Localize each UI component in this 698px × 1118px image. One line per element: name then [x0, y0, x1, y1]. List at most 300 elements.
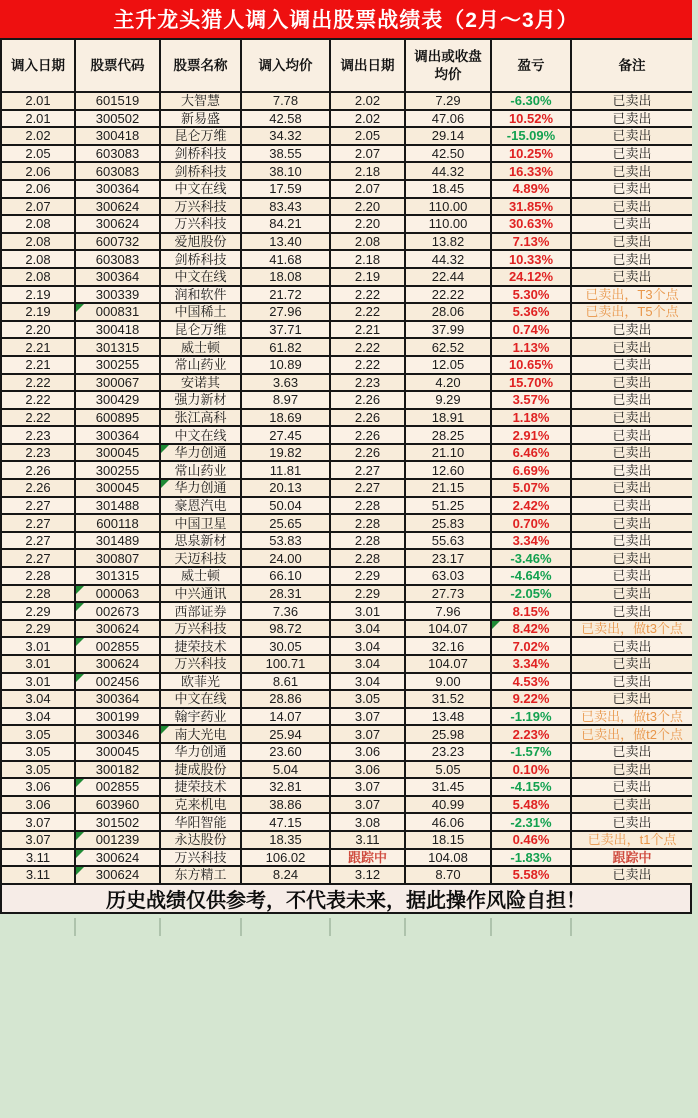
cell-stock-code: 002855 — [75, 778, 160, 796]
cell-stock-code: 300346 — [75, 725, 160, 743]
table-row — [1, 831, 693, 849]
cell-in-date: 2.26 — [1, 479, 75, 497]
cell-stock-code: 300418 — [75, 321, 160, 339]
cell-buy-avg-price: 32.81 — [241, 778, 330, 796]
table-row — [1, 813, 693, 831]
cell-stock-name: 剑桥科技 — [160, 250, 241, 268]
cell-stock-name: 常山药业 — [160, 356, 241, 374]
cell-out-close-price: 110.00 — [405, 215, 491, 233]
cell-in-date: 2.22 — [1, 409, 75, 427]
cell-in-date: 2.20 — [1, 321, 75, 339]
cell-out-date: 2.29 — [330, 567, 405, 585]
cell-profit-loss: 5.58% — [491, 866, 571, 884]
cell-out-date: 2.26 — [330, 444, 405, 462]
cell-stock-name: 欧菲光 — [160, 673, 241, 691]
cell-buy-avg-price: 19.82 — [241, 444, 330, 462]
cell-in-date: 3.01 — [1, 673, 75, 691]
cell-buy-avg-price: 17.59 — [241, 180, 330, 198]
cell-stock-code: 600732 — [75, 233, 160, 251]
cell-out-close-price: 18.45 — [405, 180, 491, 198]
cell-buy-avg-price: 27.96 — [241, 303, 330, 321]
cell-profit-loss: 24.12% — [491, 268, 571, 286]
cell-in-date: 2.29 — [1, 620, 75, 638]
cell-out-date: 3.07 — [330, 796, 405, 814]
table-row — [1, 778, 693, 796]
table-row — [1, 690, 693, 708]
cell-out-date: 2.22 — [330, 303, 405, 321]
cell-stock-code: 300045 — [75, 479, 160, 497]
cell-out-date: 2.18 — [330, 250, 405, 268]
cell-out-close-price: 9.29 — [405, 391, 491, 409]
cell-in-date: 2.02 — [1, 127, 75, 145]
cell-in-date: 2.21 — [1, 356, 75, 374]
cell-remark: 跟踪中 — [571, 849, 693, 867]
cell-buy-avg-price: 25.65 — [241, 514, 330, 532]
table-row — [1, 356, 693, 374]
cell-out-close-price: 44.32 — [405, 250, 491, 268]
cell-remark: 已卖出 — [571, 391, 693, 409]
cell-profit-loss: -1.57% — [491, 743, 571, 761]
cell-stock-name: 豪恩汽电 — [160, 497, 241, 515]
cell-in-date: 3.11 — [1, 849, 75, 867]
cell-stock-code: 300807 — [75, 549, 160, 567]
cell-buy-avg-price: 38.86 — [241, 796, 330, 814]
cell-profit-loss: -6.30% — [491, 92, 571, 110]
cell-out-close-price: 28.06 — [405, 303, 491, 321]
cell-stock-code: 601519 — [75, 92, 160, 110]
cell-stock-code: 300624 — [75, 198, 160, 216]
cell-buy-avg-price: 18.35 — [241, 831, 330, 849]
table-row — [1, 321, 693, 339]
cell-out-date: 跟踪中 — [330, 849, 405, 867]
table-row — [1, 215, 693, 233]
cell-stock-name: 中文在线 — [160, 690, 241, 708]
cell-out-date: 3.06 — [330, 743, 405, 761]
cell-buy-avg-price: 41.68 — [241, 250, 330, 268]
cell-out-date: 2.19 — [330, 268, 405, 286]
cell-buy-avg-price: 7.78 — [241, 92, 330, 110]
cell-stock-code: 301315 — [75, 567, 160, 585]
table-row — [1, 391, 693, 409]
table-row — [1, 409, 693, 427]
table-row — [1, 796, 693, 814]
cell-out-close-price: 7.96 — [405, 602, 491, 620]
table-row — [1, 338, 693, 356]
cell-in-date: 2.07 — [1, 198, 75, 216]
cell-profit-loss: 2.42% — [491, 497, 571, 515]
cell-remark: 已卖出 — [571, 690, 693, 708]
cell-in-date: 3.11 — [1, 866, 75, 884]
cell-out-close-price: 13.48 — [405, 708, 491, 726]
table-row — [1, 708, 693, 726]
cell-stock-name: 常山药业 — [160, 461, 241, 479]
cell-out-date: 3.04 — [330, 655, 405, 673]
table-row — [1, 303, 693, 321]
table-row — [1, 655, 693, 673]
cell-stock-name: 万兴科技 — [160, 849, 241, 867]
page-title: 主升龙头猎人调入调出股票战绩表（2月～3月） — [113, 9, 579, 32]
cell-profit-loss: 0.46% — [491, 831, 571, 849]
cell-remark: 已卖出，做t3个点 — [571, 620, 693, 638]
cell-stock-name: 万兴科技 — [160, 620, 241, 638]
cell-profit-loss: 31.85% — [491, 198, 571, 216]
cell-in-date: 2.08 — [1, 250, 75, 268]
cell-stock-code: 002456 — [75, 673, 160, 691]
cell-stock-name: 华阳智能 — [160, 813, 241, 831]
table-row — [1, 444, 693, 462]
cell-profit-loss: -1.19% — [491, 708, 571, 726]
cell-stock-code: 300339 — [75, 286, 160, 304]
cell-in-date: 2.06 — [1, 162, 75, 180]
cell-remark: 已卖出，t1个点 — [571, 831, 693, 849]
cell-out-close-price: 47.06 — [405, 110, 491, 128]
cell-buy-avg-price: 37.71 — [241, 321, 330, 339]
cell-stock-code: 300199 — [75, 708, 160, 726]
cell-remark: 已卖出 — [571, 602, 693, 620]
cell-out-close-price: 18.91 — [405, 409, 491, 427]
sheet-right-margin — [692, 0, 698, 1118]
cell-in-date: 3.01 — [1, 637, 75, 655]
cell-stock-name: 思泉新材 — [160, 532, 241, 550]
col-header-6: 盈亏 — [491, 39, 571, 92]
cell-remark: 已卖出，做t3个点 — [571, 708, 693, 726]
cell-in-date: 2.22 — [1, 374, 75, 392]
disclaimer-bar — [0, 885, 692, 914]
cell-buy-avg-price: 100.71 — [241, 655, 330, 673]
cell-buy-avg-price: 34.32 — [241, 127, 330, 145]
cell-out-date: 3.04 — [330, 673, 405, 691]
cell-out-date: 2.20 — [330, 198, 405, 216]
cell-buy-avg-price: 10.89 — [241, 356, 330, 374]
cell-out-close-price: 18.15 — [405, 831, 491, 849]
cell-out-date: 2.23 — [330, 374, 405, 392]
cell-profit-loss: 15.70% — [491, 374, 571, 392]
cell-stock-code: 300624 — [75, 655, 160, 673]
cell-stock-name: 新易盛 — [160, 110, 241, 128]
cell-out-date: 2.07 — [330, 180, 405, 198]
cell-stock-name: 华力创通 — [160, 479, 241, 497]
cell-profit-loss: 0.10% — [491, 761, 571, 779]
table-row — [1, 849, 693, 867]
cell-stock-code: 301502 — [75, 813, 160, 831]
cell-stock-code: 300624 — [75, 866, 160, 884]
cell-stock-name: 天迈科技 — [160, 549, 241, 567]
cell-out-close-price: 25.83 — [405, 514, 491, 532]
col-header-7: 备注 — [571, 39, 693, 92]
cell-buy-avg-price: 106.02 — [241, 849, 330, 867]
cell-stock-code: 300255 — [75, 356, 160, 374]
cell-out-close-price: 42.50 — [405, 145, 491, 163]
cell-in-date: 2.08 — [1, 233, 75, 251]
cell-remark: 已卖出 — [571, 250, 693, 268]
cell-out-date: 3.04 — [330, 637, 405, 655]
cell-remark: 已卖出 — [571, 655, 693, 673]
col-header-0: 调入日期 — [1, 39, 75, 92]
cell-remark: 已卖出 — [571, 409, 693, 427]
table-row — [1, 461, 693, 479]
cell-in-date: 3.07 — [1, 813, 75, 831]
cell-buy-avg-price: 3.63 — [241, 374, 330, 392]
grid-divider — [570, 918, 572, 936]
cell-buy-avg-price: 18.08 — [241, 268, 330, 286]
cell-out-close-price: 22.44 — [405, 268, 491, 286]
cell-stock-name: 中文在线 — [160, 268, 241, 286]
cell-remark: 已卖出 — [571, 162, 693, 180]
cell-out-date: 2.26 — [330, 409, 405, 427]
table-row — [1, 497, 693, 515]
cell-stock-name: 东方精工 — [160, 866, 241, 884]
cell-in-date: 2.27 — [1, 549, 75, 567]
cell-out-close-price: 63.03 — [405, 567, 491, 585]
table-row — [1, 673, 693, 691]
cell-stock-name: 昆仑万维 — [160, 321, 241, 339]
cell-out-close-price: 104.08 — [405, 849, 491, 867]
cell-stock-name: 克来机电 — [160, 796, 241, 814]
cell-stock-code: 301315 — [75, 338, 160, 356]
cell-out-close-price: 104.07 — [405, 620, 491, 638]
cell-profit-loss: -1.83% — [491, 849, 571, 867]
cell-in-date: 2.01 — [1, 110, 75, 128]
table-row — [1, 233, 693, 251]
grid-divider — [159, 918, 161, 936]
col-header-5: 调出或收盘均价 — [405, 39, 491, 92]
cell-remark: 已卖出 — [571, 215, 693, 233]
cell-profit-loss: 5.30% — [491, 286, 571, 304]
cell-remark: 已卖出 — [571, 761, 693, 779]
cell-profit-loss: 2.23% — [491, 725, 571, 743]
cell-remark: 已卖出 — [571, 110, 693, 128]
table-row — [1, 761, 693, 779]
cell-out-close-price: 31.52 — [405, 690, 491, 708]
table-row — [1, 110, 693, 128]
cell-stock-code: 603083 — [75, 250, 160, 268]
cell-in-date: 3.05 — [1, 725, 75, 743]
cell-profit-loss: -2.05% — [491, 585, 571, 603]
cell-stock-code: 300624 — [75, 849, 160, 867]
cell-buy-avg-price: 7.36 — [241, 602, 330, 620]
cell-stock-name: 大智慧 — [160, 92, 241, 110]
cell-out-date: 2.18 — [330, 162, 405, 180]
cell-in-date: 2.06 — [1, 180, 75, 198]
cell-stock-code: 300429 — [75, 391, 160, 409]
cell-out-close-price: 55.63 — [405, 532, 491, 550]
cell-profit-loss: 10.65% — [491, 356, 571, 374]
cell-stock-code: 300255 — [75, 461, 160, 479]
cell-remark: 已卖出 — [571, 532, 693, 550]
cell-stock-code: 600895 — [75, 409, 160, 427]
cell-remark: 已卖出 — [571, 479, 693, 497]
cell-stock-code: 300067 — [75, 374, 160, 392]
table-row — [1, 532, 693, 550]
cell-remark: 已卖出 — [571, 338, 693, 356]
cell-stock-name: 威士顿 — [160, 338, 241, 356]
next-row-strip — [0, 914, 698, 936]
cell-profit-loss: -4.15% — [491, 778, 571, 796]
cell-stock-code: 603083 — [75, 145, 160, 163]
cell-profit-loss: 10.33% — [491, 250, 571, 268]
cell-out-close-price: 37.99 — [405, 321, 491, 339]
cell-stock-name: 南大光电 — [160, 725, 241, 743]
col-header-4: 调出日期 — [330, 39, 405, 92]
cell-stock-name: 中兴通讯 — [160, 585, 241, 603]
cell-out-close-price: 62.52 — [405, 338, 491, 356]
cell-stock-code: 002855 — [75, 637, 160, 655]
cell-stock-code: 301488 — [75, 497, 160, 515]
grid-divider — [490, 918, 492, 936]
cell-profit-loss: 6.46% — [491, 444, 571, 462]
cell-remark: 已卖出，做t2个点 — [571, 725, 693, 743]
table-row — [1, 198, 693, 216]
header-row — [1, 39, 693, 92]
grid-divider — [240, 918, 242, 936]
cell-out-date: 2.08 — [330, 233, 405, 251]
table-row — [1, 866, 693, 884]
cell-out-date: 2.28 — [330, 549, 405, 567]
grid-divider — [74, 918, 76, 936]
cell-out-close-price: 46.06 — [405, 813, 491, 831]
cell-remark: 已卖出 — [571, 567, 693, 585]
cell-buy-avg-price: 47.15 — [241, 813, 330, 831]
cell-stock-name: 翰宇药业 — [160, 708, 241, 726]
cell-buy-avg-price: 28.31 — [241, 585, 330, 603]
cell-remark: 已卖出 — [571, 426, 693, 444]
cell-stock-code: 001239 — [75, 831, 160, 849]
cell-out-close-price: 110.00 — [405, 198, 491, 216]
table-row — [1, 92, 693, 110]
cell-buy-avg-price: 83.43 — [241, 198, 330, 216]
cell-in-date: 2.05 — [1, 145, 75, 163]
cell-profit-loss: 8.42% — [491, 620, 571, 638]
cell-buy-avg-price: 14.07 — [241, 708, 330, 726]
cell-stock-name: 永达股份 — [160, 831, 241, 849]
cell-in-date: 2.27 — [1, 532, 75, 550]
cell-remark: 已卖出 — [571, 778, 693, 796]
cell-buy-avg-price: 38.10 — [241, 162, 330, 180]
cell-remark: 已卖出 — [571, 497, 693, 515]
cell-stock-code: 300624 — [75, 620, 160, 638]
cell-stock-name: 万兴科技 — [160, 215, 241, 233]
cell-buy-avg-price: 53.83 — [241, 532, 330, 550]
cell-in-date: 2.23 — [1, 444, 75, 462]
cell-profit-loss: 3.57% — [491, 391, 571, 409]
cell-stock-code: 300418 — [75, 127, 160, 145]
cell-remark: 已卖出 — [571, 198, 693, 216]
cell-out-close-price: 29.14 — [405, 127, 491, 145]
cell-stock-name: 万兴科技 — [160, 655, 241, 673]
cell-profit-loss: 5.07% — [491, 479, 571, 497]
cell-profit-loss: 4.89% — [491, 180, 571, 198]
cell-out-date: 3.05 — [330, 690, 405, 708]
cell-stock-name: 捷成股份 — [160, 761, 241, 779]
cell-out-date: 2.07 — [330, 145, 405, 163]
cell-buy-avg-price: 8.24 — [241, 866, 330, 884]
cell-profit-loss: 9.22% — [491, 690, 571, 708]
cell-in-date: 2.29 — [1, 602, 75, 620]
table-row — [1, 743, 693, 761]
cell-remark: 已卖出 — [571, 268, 693, 286]
cell-stock-code: 300364 — [75, 268, 160, 286]
cell-stock-name: 威士顿 — [160, 567, 241, 585]
cell-out-date: 2.20 — [330, 215, 405, 233]
cell-remark: 已卖出 — [571, 127, 693, 145]
cell-remark: 已卖出 — [571, 673, 693, 691]
cell-buy-avg-price: 27.45 — [241, 426, 330, 444]
cell-profit-loss: 7.02% — [491, 637, 571, 655]
table-header — [1, 39, 693, 92]
cell-buy-avg-price: 38.55 — [241, 145, 330, 163]
cell-buy-avg-price: 25.94 — [241, 725, 330, 743]
cell-out-date: 3.08 — [330, 813, 405, 831]
cell-stock-name: 中国稀土 — [160, 303, 241, 321]
cell-buy-avg-price: 18.69 — [241, 409, 330, 427]
cell-remark: 已卖出 — [571, 637, 693, 655]
cell-stock-name: 万兴科技 — [160, 198, 241, 216]
cell-stock-code: 301489 — [75, 532, 160, 550]
cell-remark: 已卖出 — [571, 180, 693, 198]
cell-remark: 已卖出 — [571, 321, 693, 339]
cell-buy-avg-price: 84.21 — [241, 215, 330, 233]
title-bar — [0, 0, 692, 38]
cell-remark: 已卖出 — [571, 444, 693, 462]
cell-out-date: 3.04 — [330, 620, 405, 638]
cell-out-close-price: 40.99 — [405, 796, 491, 814]
cell-buy-avg-price: 23.60 — [241, 743, 330, 761]
cell-out-close-price: 21.15 — [405, 479, 491, 497]
cell-buy-avg-price: 98.72 — [241, 620, 330, 638]
cell-out-date: 2.22 — [330, 338, 405, 356]
table-row — [1, 127, 693, 145]
cell-buy-avg-price: 28.86 — [241, 690, 330, 708]
cell-out-date: 2.27 — [330, 461, 405, 479]
col-header-3: 调入均价 — [241, 39, 330, 92]
cell-in-date: 3.04 — [1, 708, 75, 726]
cell-profit-loss: 10.25% — [491, 145, 571, 163]
cell-profit-loss: 8.15% — [491, 602, 571, 620]
table-row — [1, 585, 693, 603]
table-row — [1, 286, 693, 304]
cell-stock-name: 中国卫星 — [160, 514, 241, 532]
cell-remark: 已卖出 — [571, 514, 693, 532]
cell-stock-code: 603083 — [75, 162, 160, 180]
cell-stock-code: 002673 — [75, 602, 160, 620]
grid-divider — [404, 918, 406, 936]
cell-out-date: 2.29 — [330, 585, 405, 603]
cell-out-close-price: 51.25 — [405, 497, 491, 515]
cell-buy-avg-price: 20.13 — [241, 479, 330, 497]
cell-in-date: 3.05 — [1, 743, 75, 761]
cell-remark: 已卖出 — [571, 356, 693, 374]
cell-out-close-price: 44.32 — [405, 162, 491, 180]
cell-buy-avg-price: 24.00 — [241, 549, 330, 567]
cell-remark: 已卖出，T5个点 — [571, 303, 693, 321]
cell-in-date: 2.28 — [1, 585, 75, 603]
table-row — [1, 268, 693, 286]
cell-stock-name: 华力创通 — [160, 743, 241, 761]
table-row — [1, 549, 693, 567]
cell-stock-name: 昆仑万维 — [160, 127, 241, 145]
cell-in-date: 2.26 — [1, 461, 75, 479]
cell-buy-avg-price: 66.10 — [241, 567, 330, 585]
table-row — [1, 426, 693, 444]
cell-out-date: 2.28 — [330, 532, 405, 550]
cell-out-date: 2.22 — [330, 356, 405, 374]
cell-stock-code: 300364 — [75, 180, 160, 198]
cell-profit-loss: -15.09% — [491, 127, 571, 145]
table-row — [1, 479, 693, 497]
table-row — [1, 250, 693, 268]
cell-out-date: 3.06 — [330, 761, 405, 779]
table-body — [1, 92, 693, 884]
